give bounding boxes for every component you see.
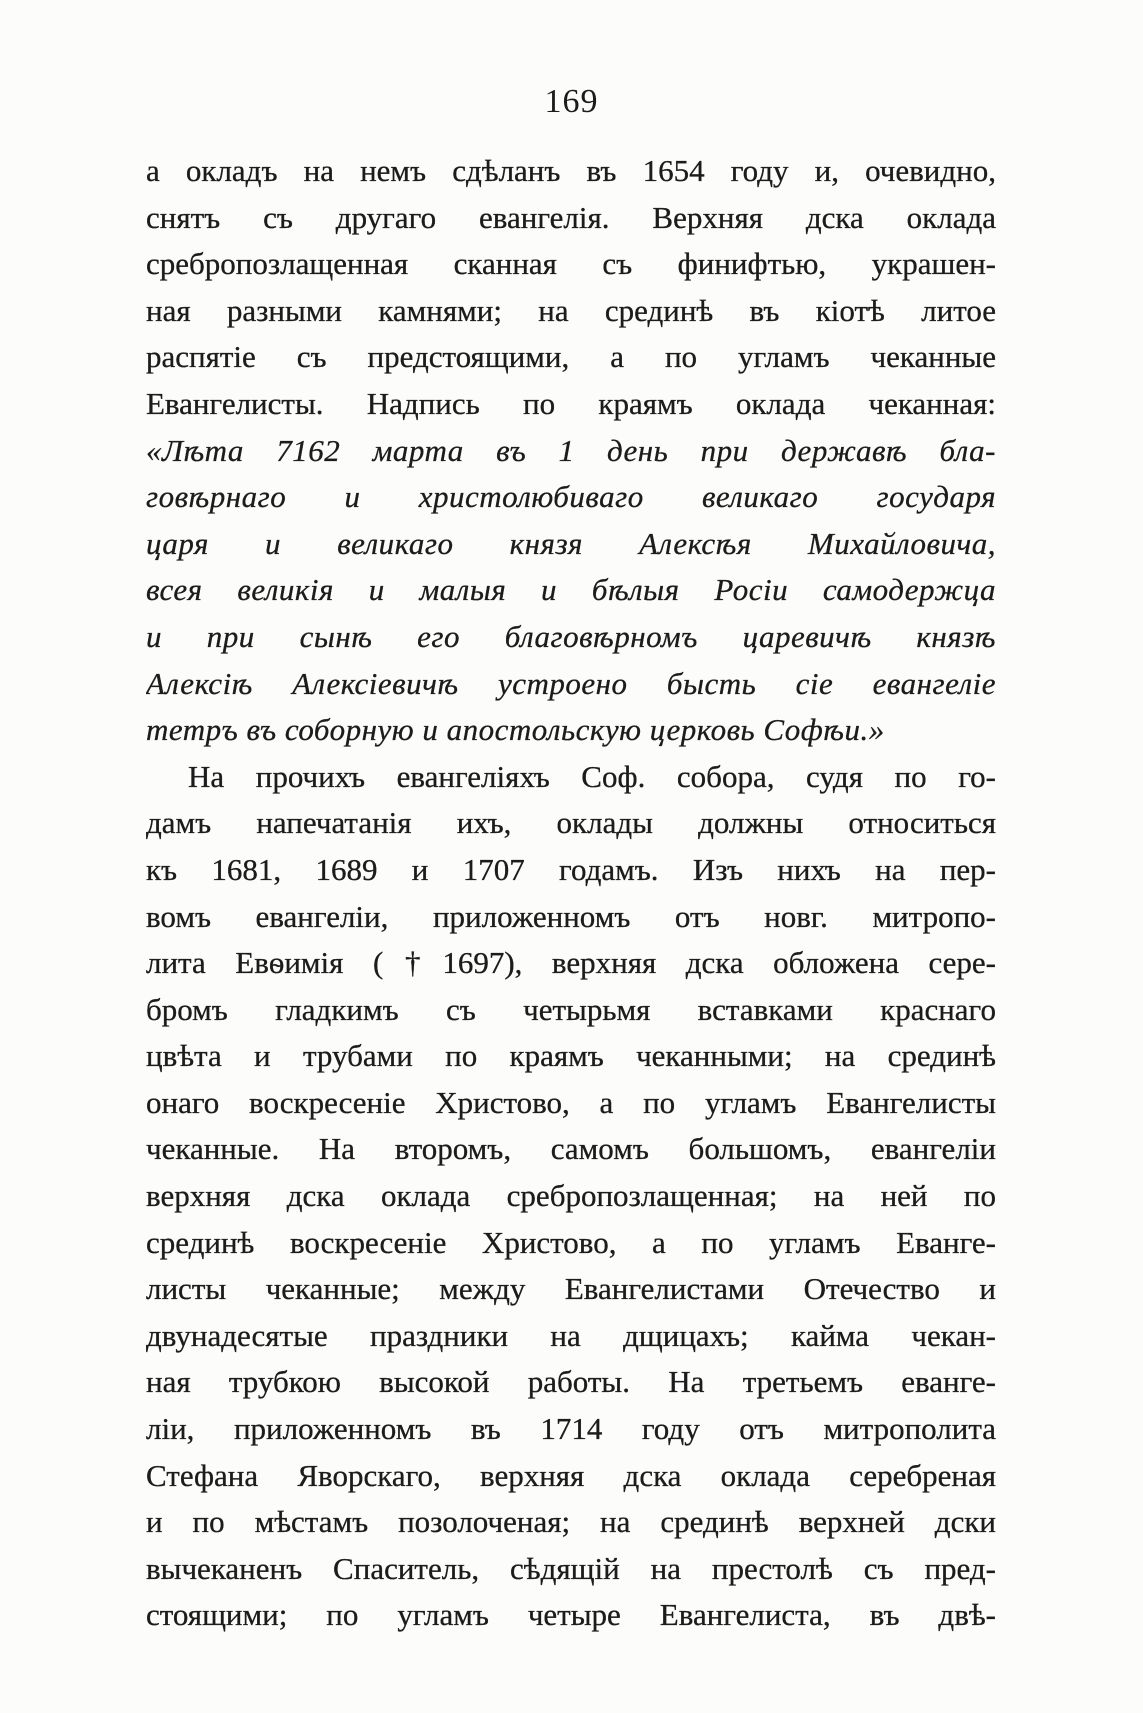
text-line: На прочихъ евангеліяхъ Соф. собора, судя по го-	[188, 758, 996, 794]
text-line: онаго воскресеніе Христово, а по угламъ Евангелисты	[146, 1084, 996, 1120]
text-line: Евангелисты. Надпись по краямъ оклада чеканная:	[146, 385, 996, 421]
inscription-line: и при сынѣ его благовѣрномъ царевичѣ князѣ	[146, 618, 996, 654]
text-line: снятъ съ другаго евангелія. Верхняя дска оклада	[146, 199, 996, 235]
inscription-line: царя и великаго князя Алексѣя Михайловича,	[146, 525, 996, 561]
text-line: лита Евѳимія (†1697), верхняя дска обложена сере-	[146, 945, 996, 981]
text-line: вомъ евангеліи, приложенномъ отъ новг. митропо-	[146, 898, 996, 934]
text-line: распятіе съ предстоящими, а по угламъ чеканные	[146, 339, 996, 375]
text-line: листы чеканные; между Евангелистами Отечество и	[146, 1271, 996, 1307]
text-line: чеканные. На второмъ, самомъ большомъ, евангеліи	[146, 1131, 996, 1167]
text-line: двунадесятые праздники на дщицахъ; кайма чекан-	[146, 1317, 996, 1353]
text-line: верхняя дска оклада сребропозлащенная; на ней по	[146, 1178, 996, 1214]
text-line: сребропозлащенная сканная съ финифтью, украшен-	[146, 246, 996, 282]
text-line: вычеканенъ Спаситель, сѣдящій на престолѣ съ пред-	[146, 1550, 996, 1586]
inscription-line: говѣрнаго и христолюбиваго великаго государя	[146, 479, 996, 515]
text-line: цвѣта и трубами по краямъ чеканными; на срединѣ	[146, 1038, 996, 1074]
text-line: срединѣ воскресеніе Христово, а по угламъ Еванге-	[146, 1224, 996, 1260]
text-line: а окладъ на немъ сдѣланъ въ 1654 году и, очевидно,	[146, 153, 996, 188]
inscription-line: тетръ въ соборную и апостольскую церковь Софѣи.»	[146, 712, 885, 748]
inscription-line: всея великія и малыя и бѣлыя Росіи самодержца	[146, 572, 996, 608]
text-line: и по мѣстамъ позолоченая; на срединѣ верхней дски	[146, 1504, 996, 1540]
text-line: ліи, приложенномъ въ 1714 году отъ митрополита	[146, 1411, 996, 1447]
body-text	[146, 148, 996, 1639]
text-line: ная разными камнями; на срединѣ въ кіотѣ литое	[146, 292, 996, 328]
inscription-line: «Лѣта 7162 марта въ 1 день при державѣ бла-	[146, 432, 996, 468]
text-line: къ 1681, 1689 и 1707 годамъ. Изъ нихъ на пер-	[146, 851, 996, 887]
text-line: ная трубкою высокой работы. На третьемъ еванге-	[146, 1364, 996, 1400]
page-number: 169	[544, 83, 599, 120]
text-line: Стефана Яворскаго, верхняя дска оклада серебреная	[146, 1457, 996, 1493]
text-line: бромъ гладкимъ съ четырьмя вставками краснаго	[146, 991, 996, 1027]
text-line: дамъ напечатанія ихъ, оклады должны относиться	[146, 805, 996, 841]
text-line: стоящими; по угламъ четыре Евангелиста, въ двѣ-	[146, 1597, 996, 1633]
inscription-line: Алексіѣ Алексіевичѣ устроено бысть сіе евангеліе	[146, 665, 996, 701]
